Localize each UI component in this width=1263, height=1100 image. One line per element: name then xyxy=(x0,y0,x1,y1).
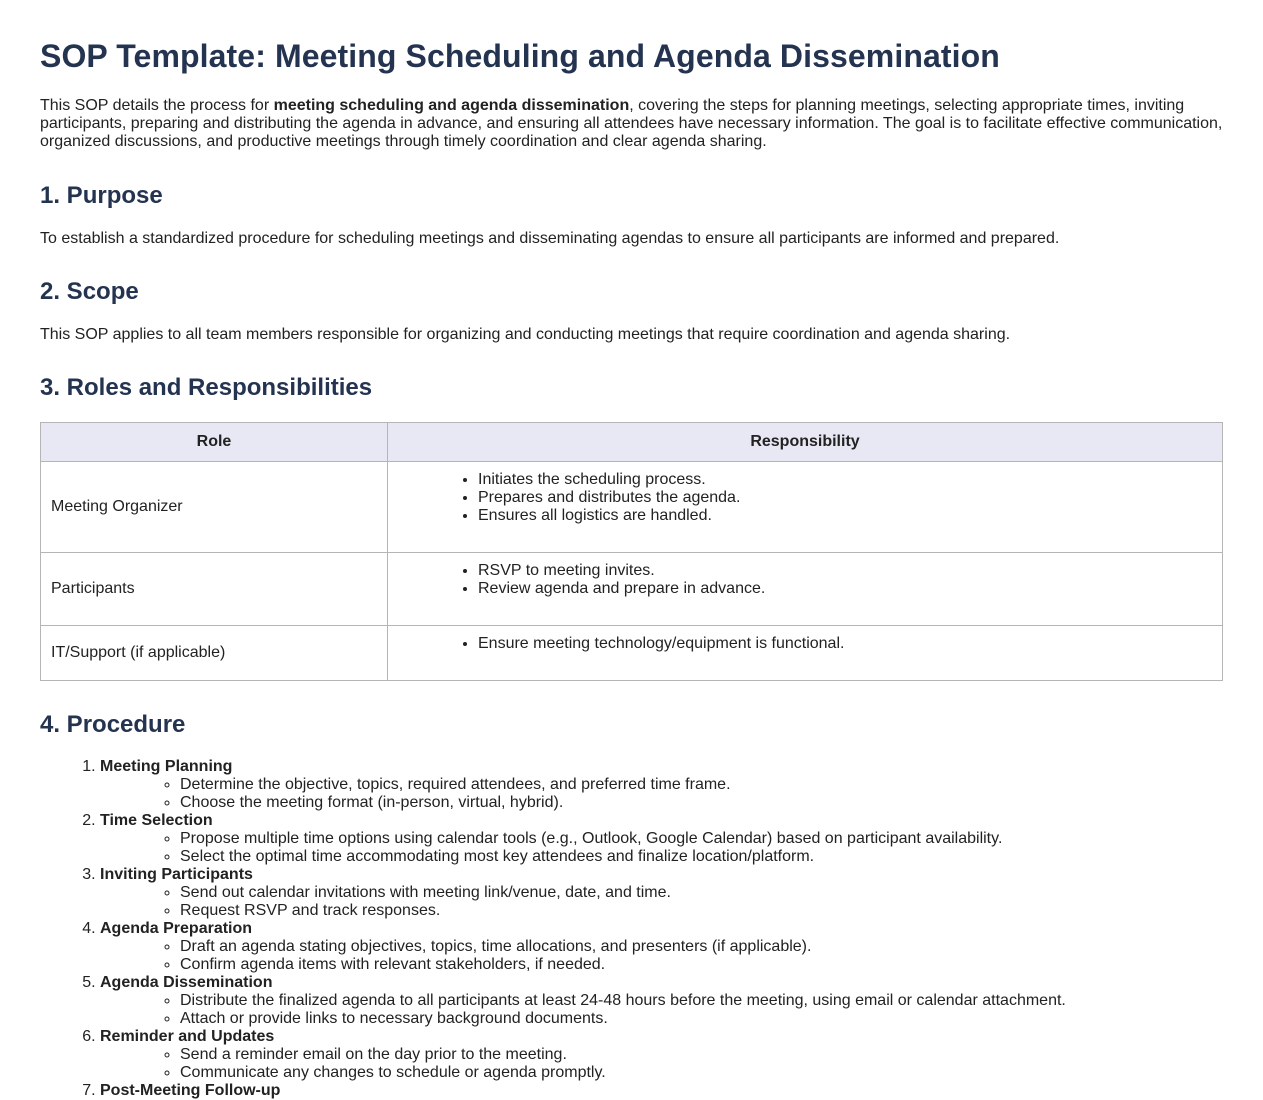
step-substeps xyxy=(100,776,1066,812)
step-title: Post-Meeting Follow-up xyxy=(100,1082,281,1099)
list-item: ◦ Communicate any changes to schedule or agenda promptly. xyxy=(180,1064,1066,1082)
responsibility-cell xyxy=(388,553,1223,626)
column-header-responsibility: Responsibility xyxy=(388,423,1223,462)
purpose-heading: 1. Purpose xyxy=(40,182,163,209)
list-item: ◦ Send a reminder email on the day prior to the meeting. xyxy=(180,1046,1066,1064)
step-substeps xyxy=(100,830,1066,866)
procedure-step xyxy=(100,866,1066,920)
list-item: ◦ Determine the objective, topics, required attendees, and preferred time frame. xyxy=(180,776,1066,794)
list-item: • Ensures all logistics are handled. xyxy=(478,507,1222,525)
list-item: ◦ Distribute the finalized agenda to all participants at least 24-48 hours before the meeting, using email or calendar attachment. xyxy=(180,992,1066,1010)
role-cell: IT/Support (if applicable) xyxy=(41,626,388,681)
step-substeps xyxy=(100,992,1066,1028)
procedure-step xyxy=(100,920,1066,974)
intro-text-bold: meeting scheduling and agenda dissemination xyxy=(273,97,630,114)
list-item: ◦ Draft an agenda stating objectives, topics, time allocations, and presenters (if applicable). xyxy=(180,938,1066,956)
column-header-role: Role xyxy=(41,423,388,462)
list-item: ◦ Send out calendar invitations with meeting link/venue, date, and time. xyxy=(180,884,1066,902)
role-cell: Meeting Organizer xyxy=(41,462,388,553)
step-title: Agenda Preparation xyxy=(100,920,253,937)
scope-text: This SOP applies to all team members responsible for organizing and conducting meetings that require coordination and agenda sharing. xyxy=(40,326,1011,343)
intro-text-end: , covering the steps for planning meetings, selecting appropriate times, inviting participants, preparing and distributing the agenda in advance, and ensuring all attendees have necessary information. The goal is to facilitate effective communication, organized discussions, and productive meetings through timely coordination and clear agenda sharing. xyxy=(40,97,1223,150)
list-item: • RSVP to meeting invites. xyxy=(478,562,1222,580)
procedure-heading: 4. Procedure xyxy=(40,711,186,738)
responsibility-list xyxy=(388,626,1222,653)
step-substeps xyxy=(100,1046,1066,1082)
responsibility-cell xyxy=(388,626,1223,681)
list-item: • Prepares and distributes the agenda. xyxy=(478,489,1222,507)
list-item: • Ensure meeting technology/equipment is functional. xyxy=(478,635,1222,653)
procedure-step xyxy=(100,812,1066,866)
table-row xyxy=(41,626,1223,681)
responsibility-list xyxy=(388,553,1222,598)
intro-text-start: This SOP details the process for xyxy=(40,97,274,114)
procedure-step xyxy=(100,758,1066,812)
list-item: ◦ Select the optimal time accommodating most key attendees and finalize location/platform. xyxy=(180,848,1066,866)
step-substeps xyxy=(100,938,1066,974)
step-substeps xyxy=(100,884,1066,920)
list-item: • Initiates the scheduling process. xyxy=(478,471,1222,489)
scope-heading: 2. Scope xyxy=(40,278,139,305)
table-header-row xyxy=(41,423,1223,462)
intro-paragraph xyxy=(40,97,1223,151)
step-title: Agenda Dissemination xyxy=(100,974,273,991)
list-item: ◦ Choose the meeting format (in-person, virtual, hybrid). xyxy=(180,794,1066,812)
purpose-text: To establish a standardized procedure for scheduling meetings and disseminating agendas to ensure all participants are informed and prepared. xyxy=(40,230,1060,247)
list-item: • Review agenda and prepare in advance. xyxy=(478,580,1222,598)
procedure-step xyxy=(100,1082,1066,1100)
step-title: Time Selection xyxy=(100,812,213,829)
responsibility-cell xyxy=(388,462,1223,553)
table-row xyxy=(41,462,1223,553)
procedure-step xyxy=(100,974,1066,1028)
roles-table xyxy=(40,422,1223,681)
list-item: ◦ Request RSVP and track responses. xyxy=(180,902,1066,920)
list-item: ◦ Propose multiple time options using calendar tools (e.g., Outlook, Google Calendar) based on participant availability. xyxy=(180,830,1066,848)
role-cell: Participants xyxy=(41,553,388,626)
procedure-step xyxy=(100,1028,1066,1082)
roles-heading: 3. Roles and Responsibilities xyxy=(40,374,373,401)
step-title: Reminder and Updates xyxy=(100,1028,275,1045)
list-item: ◦ Attach or provide links to necessary background documents. xyxy=(180,1010,1066,1028)
procedure-list xyxy=(40,758,1066,1100)
step-title: Meeting Planning xyxy=(100,758,233,775)
table-row xyxy=(41,553,1223,626)
responsibility-list xyxy=(388,462,1222,525)
page-title: SOP Template: Meeting Scheduling and Agenda Dissemination xyxy=(40,38,1000,74)
step-title: Inviting Participants xyxy=(100,866,253,883)
list-item: ◦ Confirm agenda items with relevant stakeholders, if needed. xyxy=(180,956,1066,974)
